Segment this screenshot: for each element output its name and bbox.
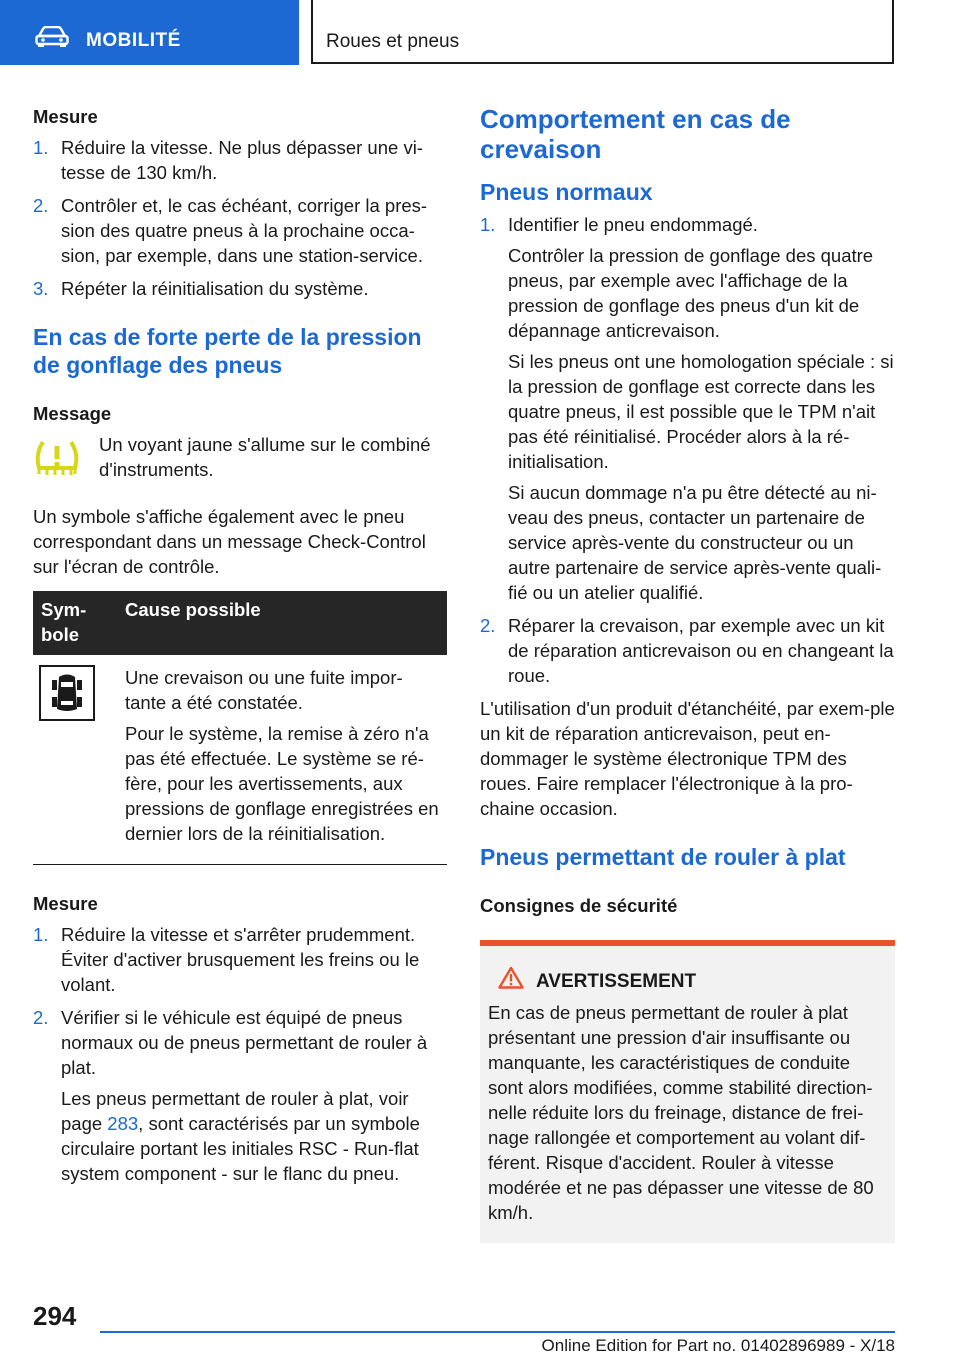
- cause-text: Pour le système, la remise à zéro n'a pas été effectuée. Le système se ré-fère, pour les avertissements, aux pressions de gonflage enregistrées en dernier lors de la réinitialisation.: [125, 723, 439, 844]
- step-text: Identifier le pneu endommagé.: [508, 214, 758, 235]
- step-text: [61, 1086, 447, 1186]
- list-item: [33, 276, 447, 301]
- section-label: MOBILITÉ: [86, 30, 181, 51]
- text-fragment: Les pneus permettant de rouler à plat, voir page: [61, 1088, 409, 1134]
- heavy-loss-heading: En cas de forte perte de la pression de gonflage des pneus: [33, 324, 422, 378]
- list-item: [33, 135, 447, 185]
- cause-text: Une crevaison ou une fuite impor-tante a été constatée.: [125, 667, 403, 713]
- safety-heading: Consignes de sécurité: [480, 895, 678, 916]
- step-number: 2.: [33, 195, 49, 216]
- step-number: 1.: [33, 924, 49, 945]
- car-icon: [35, 26, 69, 54]
- warning-triangle-icon: [498, 966, 536, 996]
- normal-tires-heading: Pneus normaux: [480, 179, 653, 205]
- list-item: [33, 1005, 447, 1186]
- measure-steps: [33, 922, 447, 1186]
- chapter-header: [311, 0, 894, 64]
- warning-box: [480, 940, 895, 1243]
- step-number: 1.: [33, 137, 49, 158]
- text-fragment: , sont caractérisés par un symbole circulaire portant les initiales RSC - Run-flat system component - sur le flanc du pneu.: [61, 1113, 420, 1184]
- runflat-heading: Pneus permettant de rouler à plat: [480, 844, 846, 870]
- measure-steps: [33, 135, 447, 301]
- warning-header: [498, 966, 887, 996]
- page-link[interactable]: 283: [107, 1113, 139, 1134]
- step-text: Répéter la réinitialisation du système.: [61, 278, 369, 299]
- step-text: Réparer la crevaison, par exemple avec un kit de réparation anticrevaison ou en changeant la roue.: [508, 615, 894, 686]
- step-text: Vérifier si le véhicule est équipé de pneus normaux ou de pneus permettant de rouler à plat.: [61, 1007, 428, 1078]
- step-text: Contrôler et, le cas échéant, corriger la pres-sion des quatre pneus à la prochaine occa-sion, par exemple, dans une station-service.: [61, 195, 428, 266]
- measure-heading: Mesure: [33, 893, 98, 914]
- step-text: Contrôler la pression de gonflage des quatre pneus, par exemple avec l'affichage de la pression de gonflage des pneus d'un kit de dépannage anticrevaison.: [508, 245, 874, 341]
- warning-title: AVERTISSEMENT: [536, 970, 697, 992]
- step-number: 2.: [33, 1007, 49, 1028]
- tire-pressure-warning-icon: [33, 438, 81, 486]
- page-number: 294: [33, 1301, 77, 1331]
- flat-steps: [480, 212, 895, 688]
- left-column: [33, 104, 447, 1194]
- edition-text: Online Edition for Part no. 01402896989 - X/18: [541, 1336, 895, 1355]
- main-heading: Comportement en cas de crevaison: [480, 104, 791, 164]
- step-number: 1.: [480, 214, 496, 235]
- list-item: [33, 922, 447, 997]
- table-header-symbol: Sym-bole: [33, 591, 117, 655]
- sealant-note: L'utilisation d'un produit d'étanchéité, par exem-ple un kit de réparation anticrevaison, peut en-dommager le système électronique TPM des roues. Faire remplacer l'électronique à la pro-chaine occasion.: [480, 698, 895, 819]
- message-heading: Message: [33, 403, 112, 424]
- chapter-title: Roues et pneus: [326, 31, 460, 52]
- footer-divider: [100, 1331, 895, 1333]
- list-item: [480, 212, 895, 605]
- measure-heading: Mesure: [33, 106, 98, 127]
- step-text: Si aucun dommage n'a pu être détecté au ni-veau des pneus, contacter un partenaire de service après-vente du constructeur ou un autre partenaire de service après-vente quali-fié ou un atelier qualifié.: [508, 482, 882, 603]
- message-block: [33, 432, 447, 492]
- step-number: 2.: [480, 615, 496, 636]
- message-text: Un voyant jaune s'allume sur le combiné d'instruments.: [99, 434, 431, 480]
- section-tab[interactable]: [0, 0, 299, 65]
- symbol-intro: Un symbole s'affiche également avec le pneu correspondant dans un message Check-Control sur l'écran de contrôle.: [33, 506, 426, 577]
- step-text: Si les pneus ont une homologation spéciale : si la pression de gonflage est correcte dans les quatre pneus, il est possible que le TPM n'ait pas été réinitialisé. Procéder alors à la ré-initialisation.: [508, 351, 894, 472]
- list-item: [33, 193, 447, 268]
- step-number: 3.: [33, 278, 49, 299]
- step-text: Réduire la vitesse et s'arrêter prudemment. Éviter d'activer brusquement les freins ou le volant.: [61, 924, 420, 995]
- list-item: [480, 613, 895, 688]
- warning-text: En cas de pneus permettant de rouler à plat présentant une pression d'air insuffisante ou manquante, les caractéristiques de conduite sont alors modifiées, comme stabilité direction-nelle réduite lors du freinage, distance de frei-nage rallongée et comportement au volant dif-férent. Risque d'accident. Rouler à vitesse modérée et ne pas dépasser une vitesse de 80 km/h.: [488, 1002, 874, 1223]
- flat-tire-vehicle-icon: [39, 704, 95, 725]
- step-text: Réduire la vitesse. Ne plus dépasser une vi-tesse de 130 km/h.: [61, 137, 423, 183]
- symbol-table: [33, 591, 447, 865]
- table-row: [33, 655, 447, 865]
- right-column: [480, 104, 895, 1243]
- table-header-cause: Cause possible: [117, 591, 447, 655]
